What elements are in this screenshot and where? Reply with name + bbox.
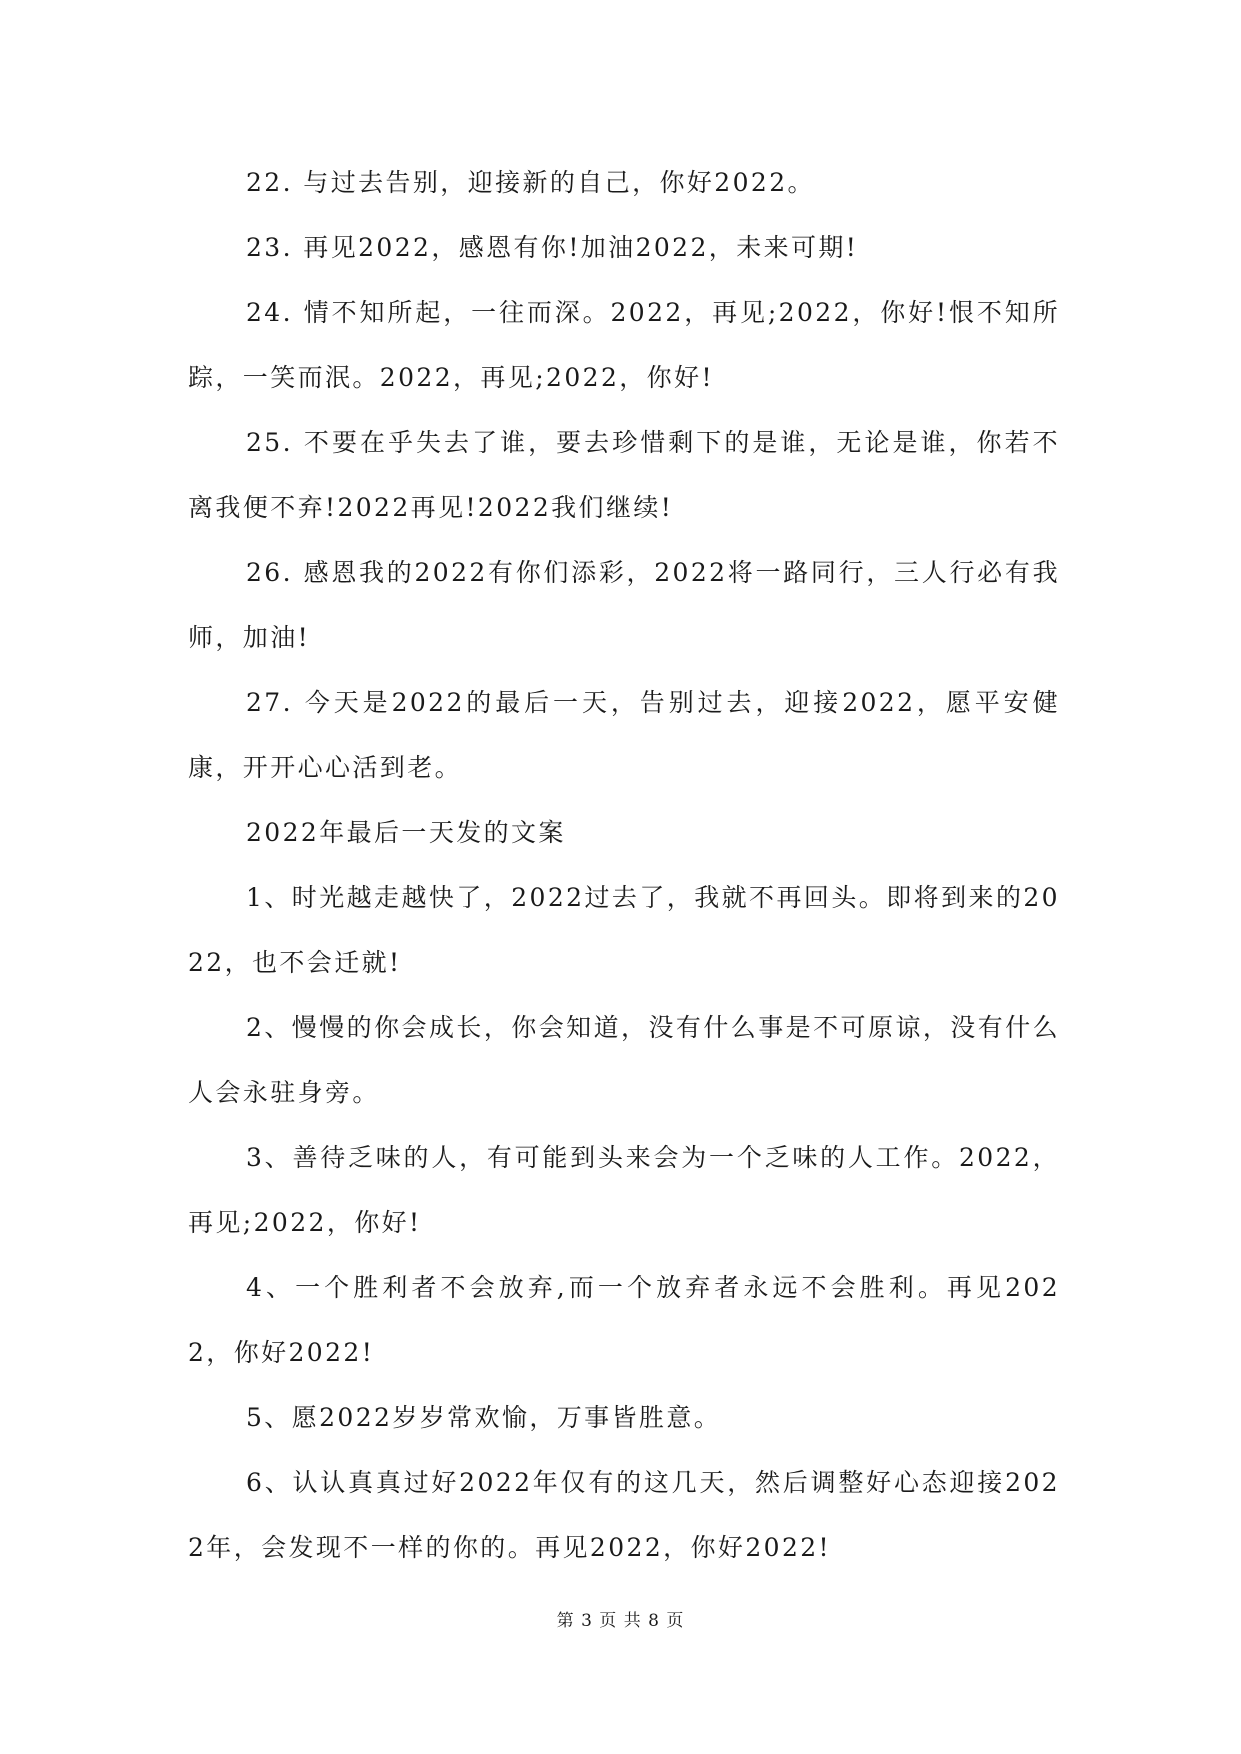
paragraph-item-3: 3、善待乏味的人，有可能到头来会为一个乏味的人工作。2022，再见;2022，你好! <box>188 1143 1060 1237</box>
paragraph-24: 24. 情不知所起，一往而深。2022，再见;2022，你好!恨不知所踪，一笑而泯。2022，再见;2022，你好! <box>188 298 1060 392</box>
paragraph-item-5: 5、愿2022岁岁常欢愉，万事皆胜意。 <box>246 1403 722 1432</box>
paragraph-23: 23. 再见2022，感恩有你!加油2022，未来可期! <box>246 233 859 262</box>
paragraph-22: 22. 与过去告别，迎接新的自己，你好2022。 <box>246 168 815 197</box>
paragraph-item-4: 4、一个胜利者不会放弃,而一个放弃者永远不会胜利。再见2022，你好2022! <box>188 1273 1060 1367</box>
document-body <box>188 150 1060 1580</box>
page-number-footer: 第 3 页 共 8 页 <box>556 1611 685 1631</box>
paragraph-item-1: 1、时光越走越快了，2022过去了，我就不再回头。即将到来的2022，也不会迁就! <box>188 883 1060 977</box>
paragraph-item-6: 6、认认真真过好2022年仅有的这几天，然后调整好心态迎接2022年，会发现不一样的你的。再见2022，你好2022! <box>188 1468 1060 1562</box>
paragraph-27: 27. 今天是2022的最后一天，告别过去，迎接2022，愿平安健康，开开心心活到老。 <box>188 688 1060 782</box>
paragraph-25: 25. 不要在乎失去了谁，要去珍惜剩下的是谁，无论是谁，你若不离我便不弃!2022再见!2022我们继续! <box>188 428 1060 522</box>
paragraph-item-2: 2、慢慢的你会成长，你会知道，没有什么事是不可原谅，没有什么人会永驻身旁。 <box>188 1013 1060 1107</box>
paragraph-26: 26. 感恩我的2022有你们添彩，2022将一路同行，三人行必有我师，加油! <box>188 558 1060 652</box>
section-heading: 2022年最后一天发的文案 <box>246 818 566 847</box>
